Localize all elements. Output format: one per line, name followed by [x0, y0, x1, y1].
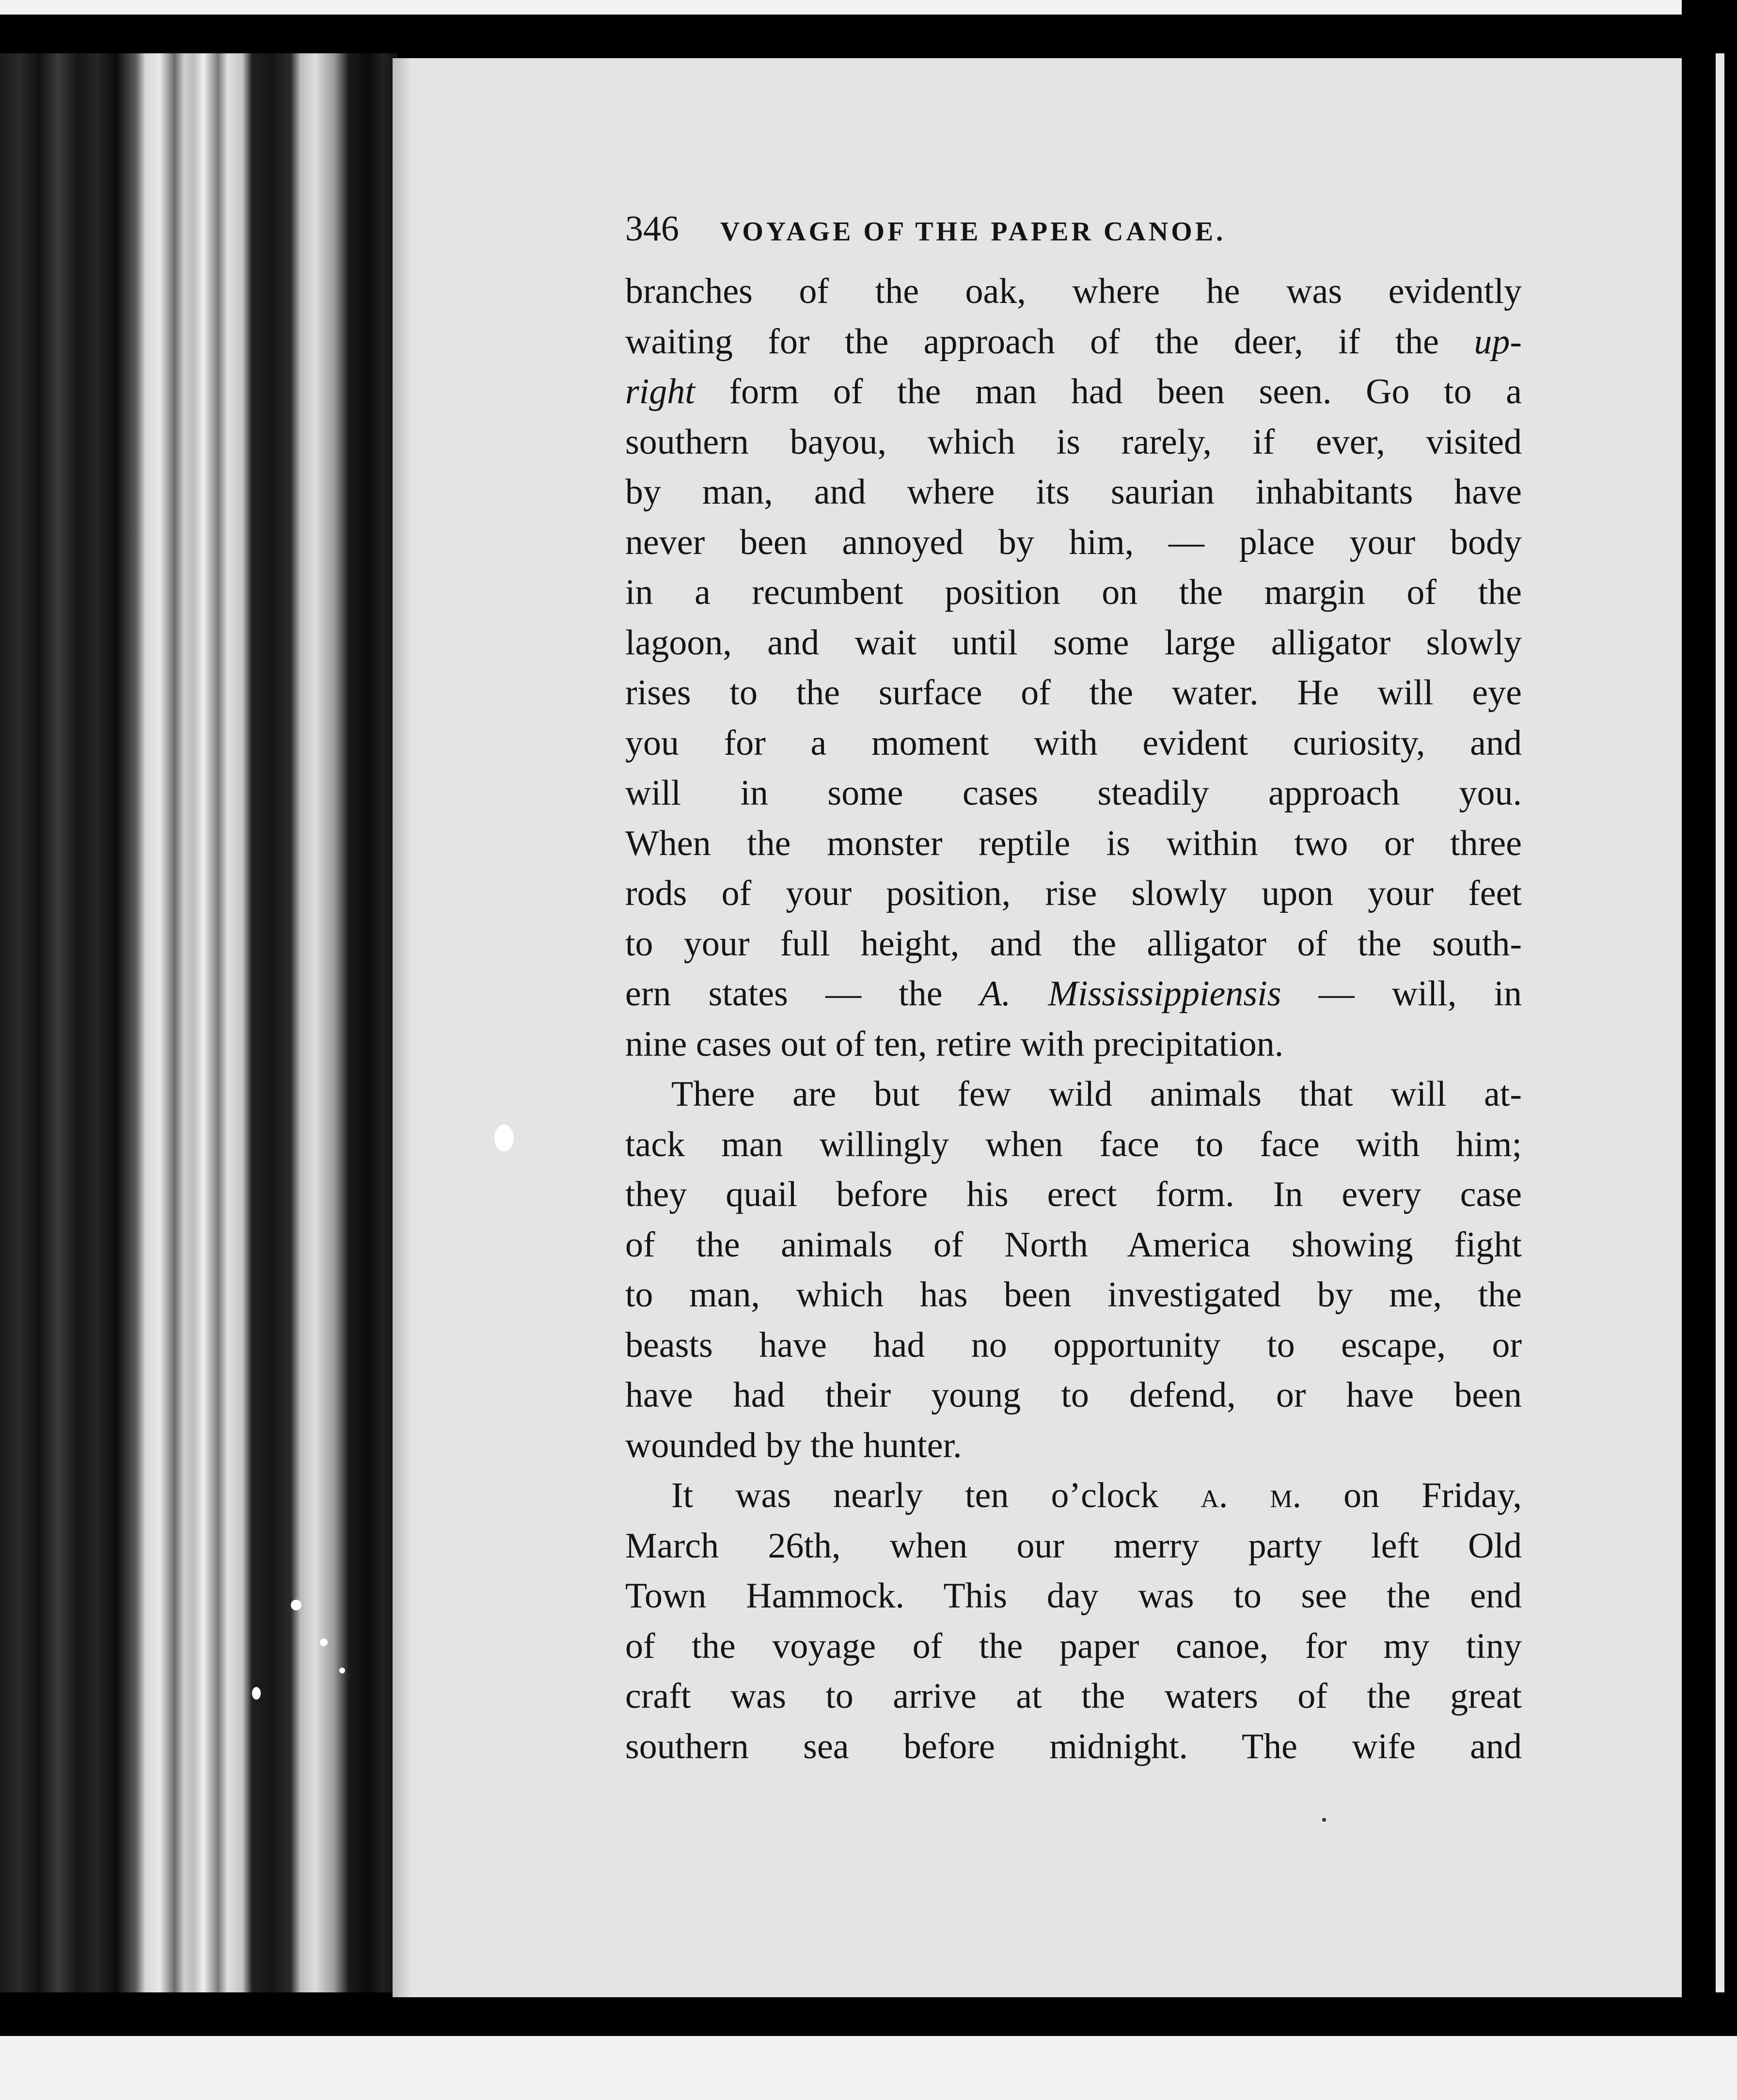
text-line — [625, 1220, 1522, 1271]
text-line — [625, 1622, 1522, 1672]
italic-text: up- — [1474, 321, 1522, 362]
page-text-block — [625, 208, 1522, 1772]
line-text: Town Hammock. This day was to see the end — [625, 1576, 1522, 1616]
line-text: to man, which has been investigated by me, the — [625, 1275, 1522, 1315]
line-text: southern bayou, which is rarely, if ever, visited — [625, 422, 1522, 462]
text-line — [625, 919, 1522, 970]
dust-speck — [252, 1687, 261, 1700]
line-text: March 26th, when our merry party left Old — [625, 1526, 1522, 1566]
line-text: southern sea before midnight. The wife and — [625, 1726, 1522, 1766]
dust-speck — [339, 1668, 345, 1673]
line-text: nine cases out of ten, retire with precipitation. — [625, 1024, 1284, 1064]
text-line — [625, 1571, 1522, 1622]
top-margin — [0, 0, 1737, 15]
body-text — [625, 267, 1522, 1772]
line-text: beasts have had no opportunity to escape, or — [625, 1325, 1522, 1365]
line-text: rises to the surface of the water. He will eye — [625, 673, 1522, 713]
line-text: branches of the oak, where he was evidently — [625, 271, 1522, 311]
running-head — [625, 208, 1522, 267]
text-line — [625, 768, 1522, 819]
text-line — [625, 1471, 1522, 1521]
text-line — [625, 1722, 1522, 1772]
line-text: rods of your position, rise slowly upon your feet — [625, 874, 1522, 913]
right-binding-strip — [1682, 0, 1737, 2100]
dust-speck — [494, 1125, 514, 1151]
line-text: of the voyage of the paper canoe, for my tiny — [625, 1626, 1522, 1666]
line-text: have had their young to defend, or have been — [625, 1375, 1522, 1415]
line-text: tack man willingly when face to face with him; — [625, 1124, 1522, 1164]
small-caps-text: a. m. — [1200, 1476, 1302, 1515]
text-line — [625, 1019, 1522, 1070]
dust-speck — [320, 1639, 328, 1646]
text-line — [625, 668, 1522, 718]
text-line — [625, 819, 1522, 869]
text-line — [625, 718, 1522, 769]
text-line — [625, 467, 1522, 518]
running-head-title: VOYAGE OF THE PAPER CANOE. — [720, 217, 1226, 247]
text-line — [625, 1671, 1522, 1722]
line-text: they quail before his erect form. In every case — [625, 1175, 1522, 1214]
dust-speck — [291, 1600, 301, 1610]
text-line — [625, 1069, 1522, 1120]
text-line — [625, 1320, 1522, 1371]
text-line — [625, 618, 1522, 668]
bottom-margin — [0, 2036, 1737, 2100]
text-line — [625, 1370, 1522, 1421]
text-line — [625, 568, 1522, 618]
text-line — [625, 1120, 1522, 1170]
italic-text: right — [625, 372, 695, 412]
right-edge-line — [1716, 53, 1724, 1992]
line-text: you for a moment with evident curiosity, and — [625, 723, 1522, 763]
line-text: waiting for the approach of the deer, if the — [625, 321, 1474, 362]
line-text: form of the man had been seen. Go to a — [695, 372, 1522, 412]
line-text: will in some cases steadily approach you. — [625, 773, 1522, 813]
line-text: on Friday, — [1301, 1476, 1522, 1515]
ink-dot — [1322, 1818, 1326, 1822]
line-text: of the animals of North America showing fight — [625, 1225, 1522, 1265]
line-text: There are but few wild animals that will at- — [671, 1074, 1522, 1114]
text-line — [625, 1521, 1522, 1572]
line-text: never been annoyed by him, — place your body — [625, 522, 1522, 562]
line-text: in a recumbent position on the margin of the — [625, 573, 1522, 612]
text-line — [625, 417, 1522, 468]
page-gutter-shadow — [393, 58, 412, 1997]
line-text: craft was to arrive at the waters of the great — [625, 1676, 1522, 1716]
text-line — [625, 869, 1522, 919]
text-line — [625, 1170, 1522, 1220]
line-text: wounded by the hunter. — [625, 1425, 962, 1465]
page-number: 346 — [625, 209, 679, 249]
top-dark-band — [0, 15, 1737, 58]
line-text: When the monster reptile is within two or three — [625, 823, 1522, 863]
stacked-page-edges — [0, 53, 397, 1992]
text-line — [625, 367, 1522, 417]
text-line — [625, 267, 1522, 317]
line-text: It was nearly ten o’clock — [671, 1476, 1201, 1515]
line-text: — will, in — [1281, 974, 1522, 1014]
line-text: ern states — the — [625, 974, 980, 1014]
text-line — [625, 518, 1522, 568]
text-line — [625, 969, 1522, 1019]
text-line — [625, 1421, 1522, 1471]
text-line — [625, 317, 1522, 367]
italic-text: A. Mississippiensis — [979, 974, 1281, 1014]
line-text: lagoon, and wait until some large alligator slowly — [625, 622, 1522, 663]
line-text: by man, and where its saurian inhabitants have — [625, 472, 1522, 512]
line-text: to your full height, and the alligator of the south- — [625, 923, 1522, 964]
text-line — [625, 1270, 1522, 1320]
